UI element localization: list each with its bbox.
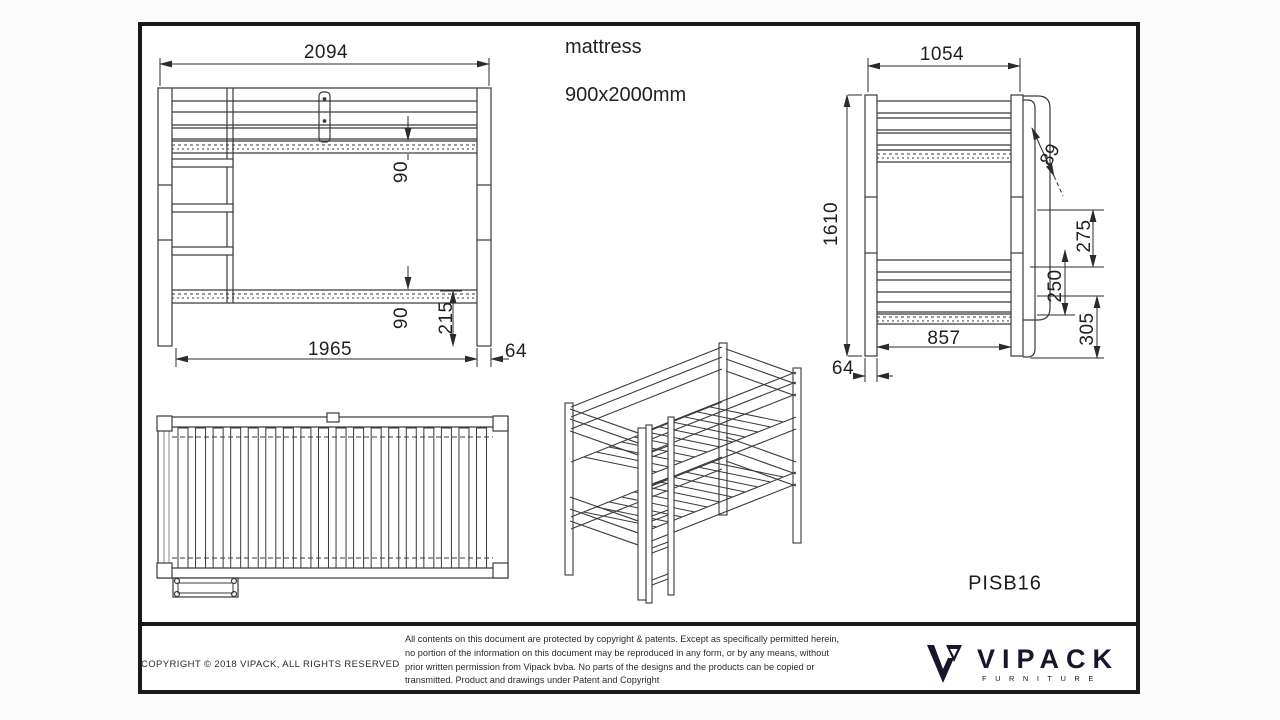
mattress-note-line2: 900x2000mm	[565, 84, 687, 106]
dim-side-post-width: 64	[504, 341, 528, 362]
dim-end-rail-offset: 89	[1036, 140, 1066, 170]
legal-line: All contents on this document are protected by copyright & patents. Except as specifically permitted herein,	[405, 634, 840, 644]
dim-end-upper-gap: 275	[1074, 219, 1095, 253]
dim-end-base-height: 305	[1077, 312, 1098, 346]
dim-end-post-width: 64	[831, 358, 855, 379]
dim-end-overall-width: 1054	[919, 44, 965, 65]
dim-end-lower-gap: 250	[1045, 269, 1066, 303]
dim-side-upper-base: 90	[391, 160, 412, 184]
copyright-text: COPYRIGHT © 2018 VIPACK, ALL RIGHTS RESERVED	[141, 659, 400, 670]
mattress-note	[565, 35, 686, 107]
dim-side-lower-base: 90	[391, 306, 412, 330]
dim-side-overall-length: 2094	[303, 42, 349, 63]
brand-name: VIPACK	[977, 644, 1120, 674]
mattress-note-line1: mattress	[565, 36, 642, 58]
vipack-logo-mark	[924, 641, 970, 687]
dim-end-inner-width: 857	[927, 328, 961, 349]
dim-side-base-height: 215	[436, 301, 457, 335]
legal-line: prior written permission from Vipack bvba. No parts of the designs and the products can be copied or	[405, 661, 815, 672]
dim-end-overall-height: 1610	[821, 201, 842, 247]
brand-tagline: FURNITURE	[982, 674, 1102, 683]
title-block-divider	[142, 622, 1136, 626]
model-code: PISB16	[968, 572, 1042, 595]
legal-line: transmitted. Product and drawings under Patent and Copyright	[405, 675, 660, 686]
legal-text	[405, 633, 865, 688]
dim-side-inner-length: 1965	[307, 339, 353, 360]
legal-line: no portion of the information on this document may be reproduced in any form, or by any means, without	[405, 647, 829, 658]
